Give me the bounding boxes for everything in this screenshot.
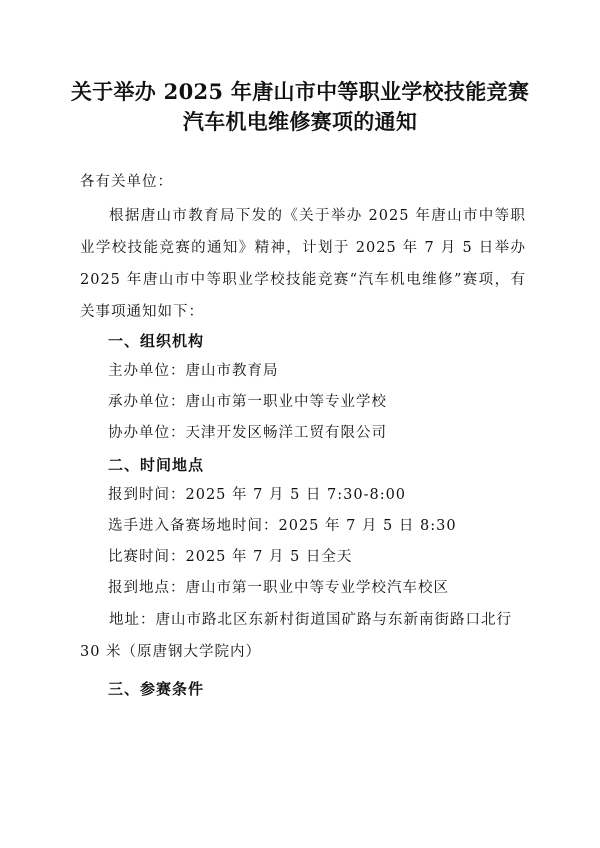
competition-time-line: 比赛时间：2025 年 7 月 5 日全天 [108,549,353,565]
document-title-line-2: 汽车机电维修赛项的通知 [182,109,418,134]
section-heading-organization: 一、组织机构 [108,332,205,350]
host-line: 承办单位：唐山市第一职业中等专业学校 [108,394,387,410]
section-heading-eligibility: 三、参赛条件 [108,680,205,698]
co-organizer-line: 协办单位：天津开发区畅洋工贸有限公司 [108,425,387,441]
document-title-line-1: 关于举办 2025 年唐山市中等职业学校技能竞赛 [70,79,530,104]
section-heading-time-location: 二、时间地点 [108,456,205,474]
venue-entry-time-line: 选手进入备赛场地时间：2025 年 7 月 5 日 8:30 [108,518,457,534]
registration-time-line: 报到时间：2025 年 7 月 5 日 7:30-8:00 [108,487,407,503]
registration-location-line: 报到地点：唐山市第一职业中等专业学校汽车校区 [108,580,449,596]
salutation: 各有关单位： [80,174,173,190]
intro-paragraph: 根据唐山市教育局下发的《关于举办 2025 年唐山市中等职业学校技能竞赛的通知》精神，计划于 2025 年 7 月 5 日举办 2025 年唐山市中等职业学校技能竞赛“汽车机电维修”赛项，有关事项通知如下： [80,208,526,320]
organizer-line: 主办单位：唐山市教育局 [108,363,279,379]
address-paragraph: 地址：唐山市路北区东新村街道国矿路与东新南街路口北行 30 米（原唐钢大学院内） [80,612,512,660]
